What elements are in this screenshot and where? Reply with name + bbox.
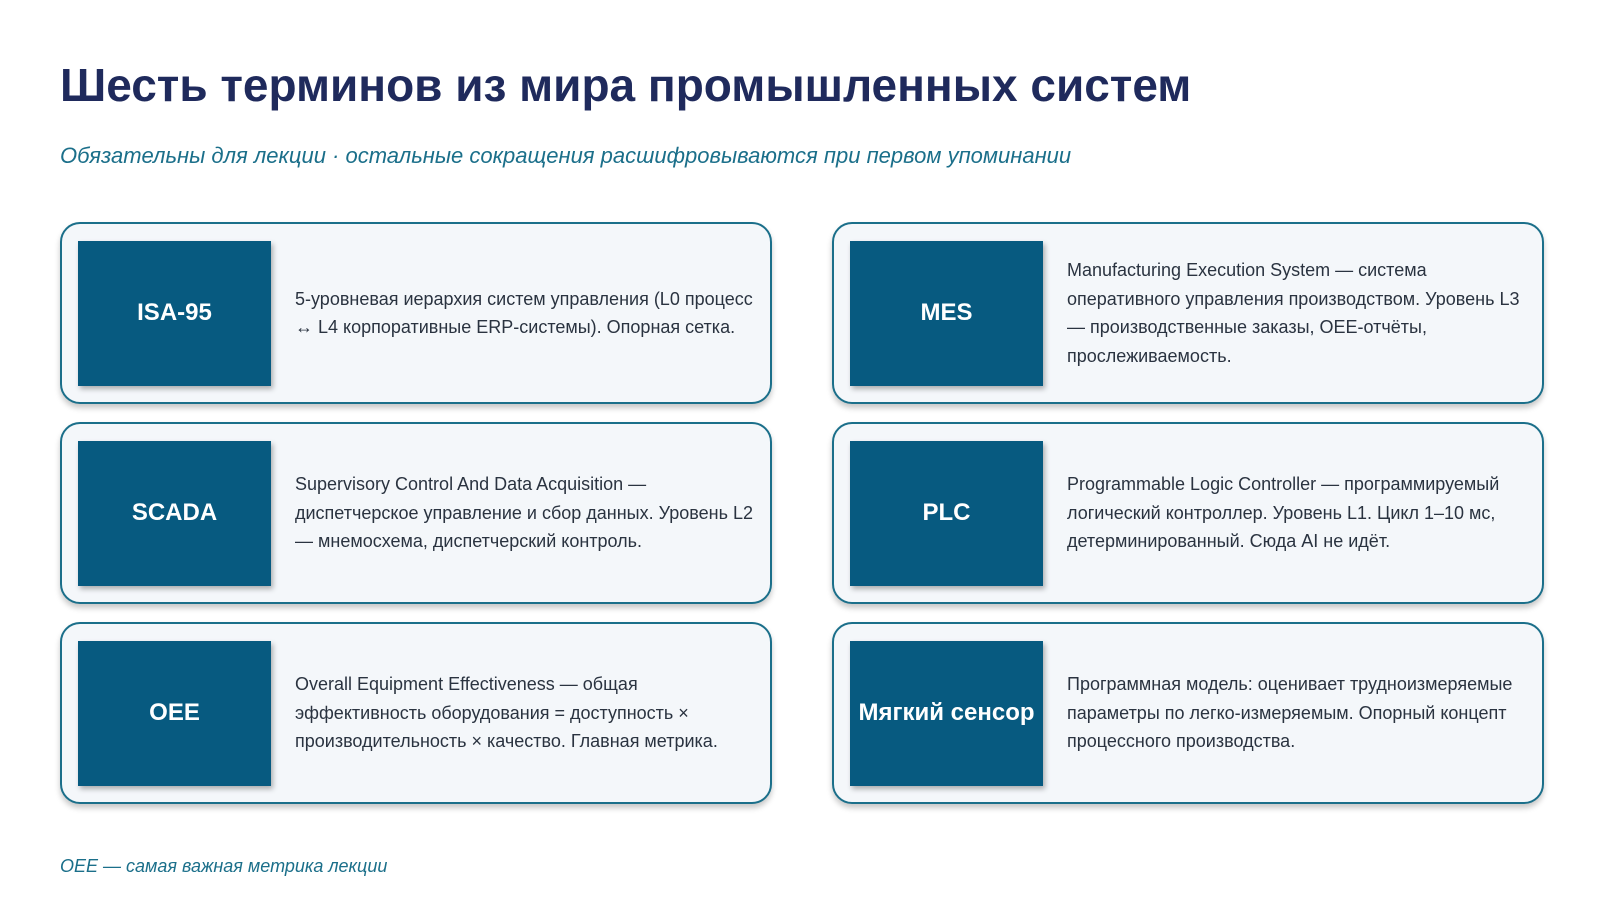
term-description: Overall Equipment Effectiveness — общая эффективность оборудования = доступность × производительность × качество. Главная метрика. <box>295 674 718 752</box>
term-card-isa95 <box>60 222 772 404</box>
term-label: Мягкий сенсор <box>850 641 1043 786</box>
terms-grid <box>60 222 1544 804</box>
term-card-plc <box>832 422 1544 604</box>
term-label: ISA-95 <box>78 241 271 386</box>
term-description: Программная модель: оценивает трудноизмеряемые параметры по легко-измеряемым. Опорный концепт процессного производства. <box>1067 674 1513 752</box>
term-label: OEE <box>78 641 271 786</box>
term-label: PLC <box>850 441 1043 586</box>
slide-title: Шесть терминов из мира промышленных систем <box>60 59 1192 111</box>
term-card-soft-sensor <box>832 622 1544 804</box>
term-card-oee <box>60 622 772 804</box>
term-description: Programmable Logic Controller — программируемый логический контроллер. Уровень L1. Цикл 1–10 мс, детерминированный. Сюда AI не идёт. <box>1067 474 1500 552</box>
term-description: Supervisory Control And Data Acquisition — диспетчерское управление и сбор данных. Уровень L2 — мнемосхема, диспетчерский контроль. <box>295 474 753 552</box>
term-card-scada <box>60 422 772 604</box>
term-description: Manufacturing Execution System — система оперативного управления производством. Уровень L3 — производственные заказы, OEE-отчёты, прослеживаемость. <box>1067 260 1520 366</box>
term-label: SCADA <box>78 441 271 586</box>
term-description: 5-уровневая иерархия систем управления (L0 процесс ↔ L4 корпоративные ERP-системы). Опорная сетка. <box>295 288 753 337</box>
term-card-mes <box>832 222 1544 404</box>
term-label: MES <box>850 241 1043 386</box>
slide-subtitle: Обязательны для лекции · остальные сокращения расшифровываются при первом упоминании <box>60 143 1072 168</box>
footer-note: OEE — самая важная метрика лекции <box>60 856 388 876</box>
